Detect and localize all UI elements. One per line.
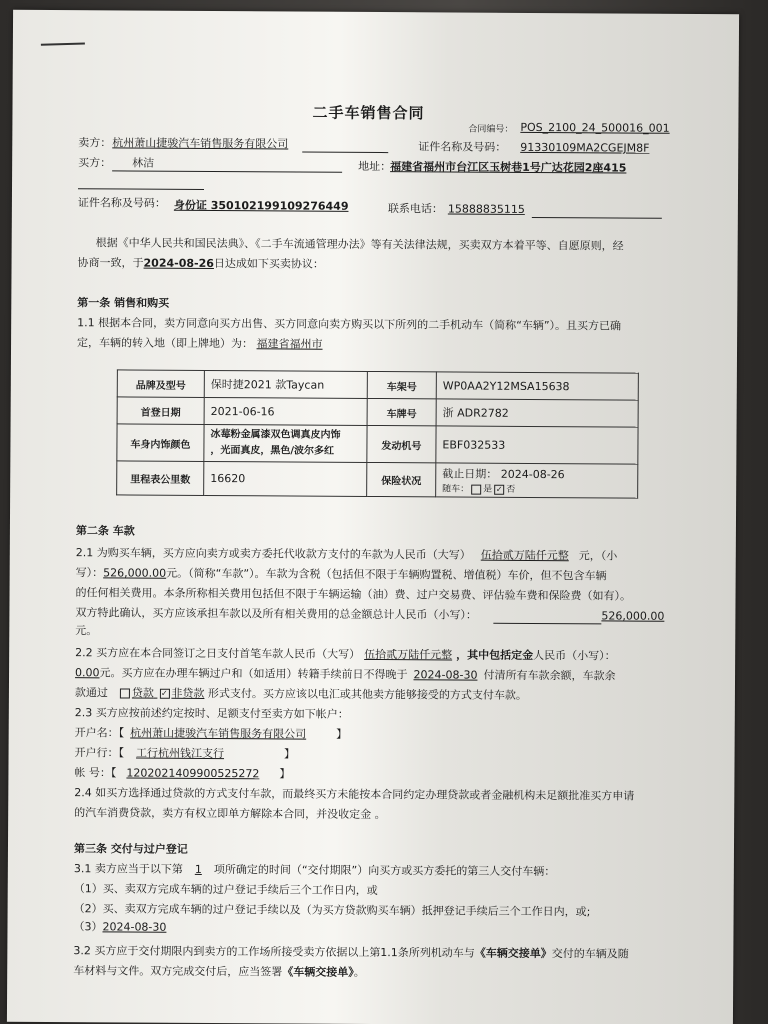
odometer-label: 里程表公里数 <box>117 461 204 496</box>
contract-page <box>7 10 739 1024</box>
price-amount: 526,000.00 <box>103 566 167 580</box>
clause-2-3: 2.3 买方应按前述约定按时、足额支付至卖方如下帐户： <box>74 706 349 721</box>
clause-2-1-line-1: 2.1 为购买车辆，买方应向卖方或卖方委托代收款方支付的车款为人民币（大写） 伍拾贰万陆仟元整 元，（小 <box>75 546 618 563</box>
buyer-id: 身份证 350102199109276449 <box>173 198 349 213</box>
section-2-title: 第二条 车款 <box>75 524 135 538</box>
clause-1-1-line-1: 1.1 根据本合同，卖方同意向买方出售、买方同意向卖方购买以下所列的二手机动车（简称“车辆”）。且买方已确 <box>77 316 622 333</box>
intro-date: 2024-08-26 <box>143 256 214 271</box>
intro-line-1: 根据《中华人民共和国民法典》、《二手车流通管理办法》等有关法律法规，买卖双方本着平等、自愿原则，经 <box>95 236 624 253</box>
phone-label: 联系电话： <box>387 202 443 216</box>
clause-3-2-line-2: 车材料与文件。双方完成交付后，应当签署《车辆交接单》。 <box>73 964 365 979</box>
buyer-phone: 15888835115 <box>447 202 525 216</box>
checkbox-icon <box>120 688 130 698</box>
section-3-title: 第三条 交付与过户登记 <box>73 842 188 856</box>
seller-label: 卖方： <box>78 136 112 150</box>
clause-2-1-line-5: 元。 <box>75 624 98 638</box>
odometer-value: 16620 <box>204 461 367 496</box>
clause-2-2-line-3: 款通过 贷款 ✓ 非贷款 形式支付。买方应该以电汇或其他卖方能够接受的方式支付车款。 <box>74 686 527 702</box>
delivery-option-number: 1 <box>194 862 202 876</box>
price-upper-case: 伍拾贰万陆仟元整 <box>480 548 569 563</box>
contract-no: POS_2100_24_500016_001 <box>520 120 670 135</box>
delivery-option-3: （3）2024-08-30 <box>73 920 167 934</box>
clause-2-1-line-2: 写）：526,000.00元。（简称“车款”）。车款为含税（包括但不限于车辆购置税、增值税）车价，但不包含车辆 <box>75 566 607 583</box>
clause-2-4-line-2: 的汽车消费贷款，卖方有权立即单方解除本合同，并没收定金 。 <box>74 806 386 822</box>
account-number: 1202021409900525272 <box>126 766 260 781</box>
contract-no-label: 合同编号： <box>468 124 514 135</box>
delivery-option-2: （2）买、卖双方完成车辆的过户登记手续以及（为买方贷款购买车辆）抵押登记手续后三个工作日内，或; <box>73 902 591 919</box>
pen-mark <box>41 42 85 45</box>
reg-date-label: 首登日期 <box>117 397 204 425</box>
address-label: 地址： <box>358 159 392 174</box>
account-number-row: 帐 号：【 1202021409900525272 】 <box>74 766 291 781</box>
clause-2-2-line-1: 2.2 买方应在本合同签订之日支付首笔车款人民币（大写） 伍拾贰万陆仟元整 ，其中包括定金人民币（小写）： <box>75 646 616 663</box>
seller-name: 杭州萧山捷骏汽车销售服务有限公司 <box>112 136 289 151</box>
vin-value: WP0AA2Y12MSA15638 <box>436 372 638 400</box>
buyer-label: 买方： <box>78 156 112 170</box>
phone-underline <box>532 217 662 219</box>
intro-line-2: 协商一致，于2024-08-26日达成如下买卖协议： <box>77 256 324 271</box>
final-payment-date: 2024-08-30 <box>413 668 478 682</box>
checked-checkbox-icon: ✓ <box>161 688 168 698</box>
delivery-option-1: （1）买、卖双方完成车辆的过户登记手续后三个工作日内，或 <box>73 882 378 898</box>
clause-2-2-line-2: 0.00元。买方应在办理车辆过户和（如适用）转籍手续前日不得晚于 2024-08-30 付清所有车款余额，车款余 <box>75 666 616 683</box>
engine-label: 发动机号 <box>367 425 436 462</box>
section-1-title: 第一条 销售和购买 <box>77 296 170 310</box>
account-bank: 工行杭州钱江支行 <box>136 746 225 761</box>
contract-title: 二手车销售合同 <box>312 103 425 123</box>
buyer-name: 林洁 <box>132 156 155 170</box>
brand-value: 保时捷2021 款Taycan <box>204 370 367 398</box>
delivery-date: 2024-08-30 <box>102 920 167 934</box>
clause-3-2-line-1: 3.2 买方应于交付期限内到卖方的工作场所接受卖方依据以上第1.1条所列机动车与《车辆交接单》交付的车辆及随 <box>73 944 629 961</box>
reg-date-value: 2021-06-16 <box>204 397 367 425</box>
brand-label: 品牌及型号 <box>117 370 204 398</box>
vehicle-info-table <box>116 369 639 498</box>
clause-1-1-line-2: 定，车辆的转入地（即上牌地）为： 福建省福州市 <box>77 336 323 351</box>
vin-label: 车架号 <box>367 371 436 398</box>
insurance-label: 保险状况 <box>367 462 436 496</box>
account-name-row: 开户名：【 杭州萧山捷骏汽车销售服务有限公司 】 <box>74 726 348 741</box>
seller-id-label: 证件名称及号码： <box>418 140 507 154</box>
clause-2-4-line-1: 2.4 如买方选择通过贷款的方式支付车款，而最终买方未能按本合同约定办理贷款或者金融机构未足额批准买方申请 <box>74 786 635 803</box>
insurance-with-car: 随车： 是 ✓ 否 <box>442 484 516 495</box>
seller-underline <box>302 152 388 154</box>
checkbox-icon <box>471 484 481 494</box>
insurance-value <box>436 463 638 498</box>
account-name: 杭州萧山捷骏汽车销售服务有限公司 <box>130 726 307 741</box>
plate-value: 浙 ADR2782 <box>436 399 638 427</box>
deposit-amount: 0.00 <box>75 666 100 680</box>
insurance-expiry: 截止日期： 2024-08-26 <box>442 467 565 482</box>
color-value: 冰莓粉金属漆双色调真皮内饰 ，光面真皮，黑色/波尔多红 <box>204 424 367 462</box>
address-underline <box>78 188 204 190</box>
checked-checkbox-icon: ✓ <box>495 484 503 494</box>
total-amount: 526,000.00 <box>601 609 665 623</box>
account-bank-row: 开户行：【 工行杭州钱江支行 】 <box>74 746 296 761</box>
seller-id: 91330109MA2CGEJM8F <box>520 140 650 155</box>
buyer-underline <box>112 170 342 172</box>
clause-2-1-line-4: 双方特此确认，买方应该承担车款以及所有相关费用的总金额总计人民币（小写）： <box>75 606 477 622</box>
total-underline <box>493 623 601 625</box>
clause-2-1-line-3: 的任何相关费用。本条所称相关费用包括但不限于车辆运输（油）费、过户交易费、评估验车费和保险费（如有）。 <box>75 586 632 603</box>
clause-3-1: 3.1 卖方应当于以下第 1 项所确定的时间（“交付期限”）向买方或买方委托的第三人交付车辆： <box>73 862 556 879</box>
first-payment-upper: 伍拾贰万陆仟元整 <box>364 647 453 662</box>
plate-label: 车牌号 <box>367 398 436 425</box>
registration-place: 福建省福州市 <box>256 337 323 351</box>
color-label: 车身内饰颜色 <box>117 424 204 462</box>
buyer-address: 福建省福州市台江区玉树巷1号广达花园2座415 <box>390 160 627 175</box>
engine-value: EBF032533 <box>436 426 638 464</box>
buyer-id-label: 证件名称及号码： <box>77 196 166 210</box>
